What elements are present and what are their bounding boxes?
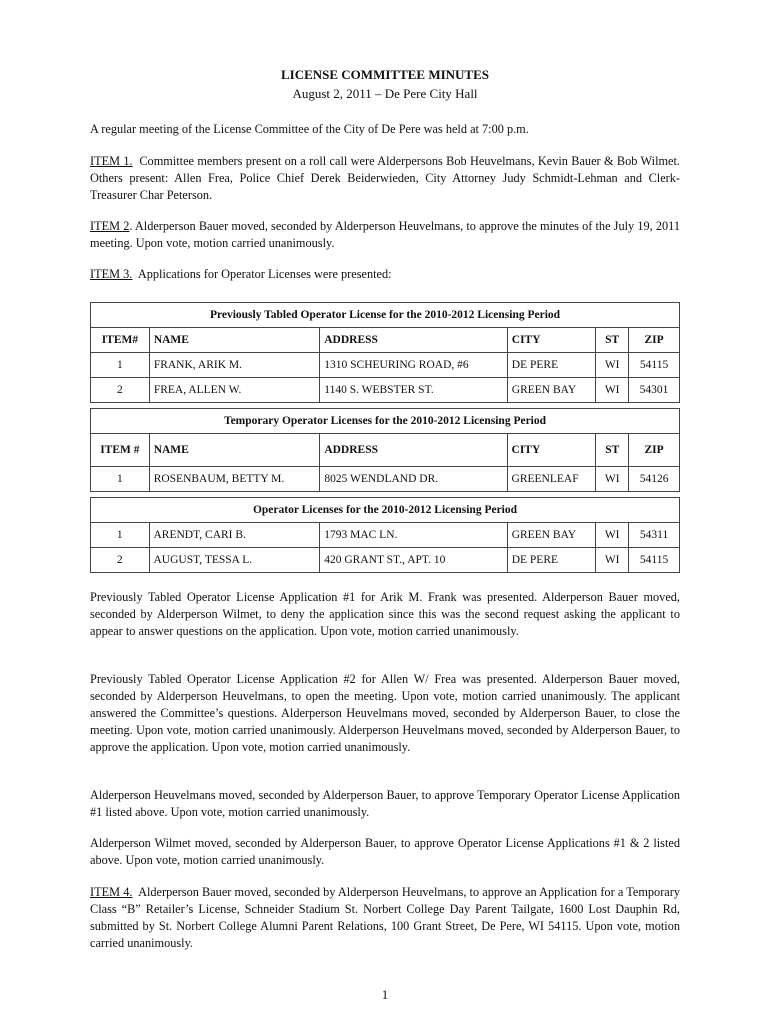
body-paragraph: Alderperson Heuvelmans moved, seconded by Alderperson Bauer, to approve Temporary Operator License Application #1 listed above. Upon vote, motion carried unanimously. (90, 788, 680, 819)
cell-zip: 54126 (629, 467, 680, 492)
item4-text: Alderperson Bauer moved, seconded by Alderperson Heuvelmans, to approve an Application for a Temporary Class “B” Retailer’s License, Schneider Stadium St. Norbert College Day Parent Tailgate, 1600 Lost Dauphin Rd, submitted by St. Norbert College Alumni Parent Relations, 100 Grant Street, De Pere, WI 54115. Upon vote, motion carried unanimously. (90, 885, 680, 950)
item1-paragraph (90, 153, 680, 204)
page-number: 1 (381, 987, 389, 1002)
cell-state: WI (596, 548, 629, 573)
table-caption: Previously Tabled Operator License for the 2010-2012 Licensing Period (91, 303, 680, 328)
cell-address: 420 GRANT ST., APT. 10 (320, 548, 507, 573)
cell-zip: 54301 (629, 378, 680, 403)
body-paragraph: Alderperson Wilmet moved, seconded by Alderperson Bauer, to approve Operator License Applications #1 & 2 listed above. Upon vote, motion carried unanimously. (90, 836, 680, 867)
header-address: ADDRESS (320, 434, 507, 467)
cell-item: 1 (91, 467, 150, 492)
item3-text: Applications for Operator Licenses were presented: (137, 267, 392, 281)
header-state: ST (596, 434, 629, 467)
cell-city: GREEN BAY (507, 523, 596, 548)
item3-label: ITEM 3. (90, 267, 133, 281)
header-city: CITY (507, 328, 595, 353)
table-row (91, 467, 680, 492)
table-header-row (91, 328, 680, 353)
cell-state: WI (596, 353, 629, 378)
cell-name: ROSENBAUM, BETTY M. (149, 467, 320, 492)
license-table-temporary (90, 408, 680, 492)
item4-paragraph (90, 884, 680, 952)
header-address: ADDRESS (320, 328, 508, 353)
document-title: LICENSE COMMITTEE MINUTES (280, 67, 490, 82)
cell-item: 1 (91, 353, 150, 378)
cell-address: 1310 SCHEURING ROAD, #6 (320, 353, 508, 378)
item4-label: ITEM 4. (90, 885, 133, 899)
header-city: CITY (507, 434, 596, 467)
header-item: ITEM# (91, 328, 150, 353)
cell-address: 1140 S. WEBSTER ST. (320, 378, 508, 403)
table-row (91, 548, 680, 573)
item1-label: ITEM 1. (90, 154, 133, 168)
cell-address: 1793 MAC LN. (320, 523, 507, 548)
cell-state: WI (596, 378, 629, 403)
header-name: NAME (149, 434, 320, 467)
cell-name: AUGUST, TESSA L. (149, 548, 320, 573)
cell-address: 8025 WENDLAND DR. (320, 467, 507, 492)
body-paragraph: Previously Tabled Operator License Application #2 for Allen W/ Frea was presented. Alderperson Bauer moved, seconded by Alderperson Heuvelmans, to open the meeting. Upon vote, motion carried unanimously. The applicant answered the Committee’s questions. Alderperson Heuvelmans moved, seconded by Alderperson Bauer, to close the meeting. Upon vote, motion carried unanimously. Alderperson Heuvelmans moved, seconded by Alderperson Bauer, to approve the application. Upon vote, motion carried unanimously. (90, 672, 680, 754)
item1-text: Committee members present on a roll call were Alderpersons Bob Heuvelmans, Kevin Bauer & Bob Wilmet. Others present: Allen Frea, Police Chief Derek Beiderwieden, City Attorney Judy Schmidt-Lehman and Clerk-Treasurer Char Peterson. (90, 154, 680, 202)
cell-item: 2 (91, 378, 150, 403)
cell-city: GREEN BAY (507, 378, 595, 403)
cell-state: WI (596, 467, 629, 492)
cell-zip: 54115 (629, 353, 680, 378)
header-state: ST (596, 328, 629, 353)
table-row (91, 378, 680, 403)
intro-paragraph: A regular meeting of the License Committee of the City of De Pere was held at 7:00 p.m. (90, 122, 529, 136)
table-row (91, 523, 680, 548)
license-table-operator (90, 497, 680, 573)
item2-label: ITEM 2 (90, 219, 130, 233)
table-caption-row (91, 409, 680, 434)
cell-item: 2 (91, 548, 150, 573)
cell-state: WI (596, 523, 629, 548)
table-caption-row (91, 498, 680, 523)
body-paragraph: Previously Tabled Operator License Application #1 for Arik M. Frank was presented. Alderperson Bauer moved, seconded by Alderperson Wilmet, to deny the application since this was the second request asking the applicant to appear to answer questions on the application. Upon vote, motion carried unanimously. (90, 590, 680, 638)
cell-name: ARENDT, CARI B. (149, 523, 320, 548)
cell-city: DE PERE (507, 548, 596, 573)
header-zip: ZIP (629, 328, 680, 353)
table-caption-row (91, 303, 680, 328)
header-zip: ZIP (629, 434, 680, 467)
table-header-row (91, 434, 680, 467)
item2-paragraph (90, 218, 680, 252)
header-item: ITEM # (91, 434, 150, 467)
cell-item: 1 (91, 523, 150, 548)
item3-paragraph (90, 266, 680, 283)
license-table-previously-tabled (90, 302, 680, 403)
cell-name: FREA, ALLEN W. (149, 378, 319, 403)
header-name: NAME (149, 328, 319, 353)
cell-name: FRANK, ARIK M. (149, 353, 319, 378)
table-caption: Operator Licenses for the 2010-2012 Licensing Period (91, 498, 680, 523)
table-row (91, 353, 680, 378)
item2-text: . Alderperson Bauer moved, seconded by Alderperson Heuvelmans, to approve the minutes of the July 19, 2011 meeting. Upon vote, motion carried unanimously. (90, 219, 680, 250)
cell-city: GREENLEAF (507, 467, 596, 492)
cell-zip: 54311 (629, 523, 680, 548)
document-subtitle: August 2, 2011 – De Pere City Hall (292, 86, 478, 101)
cell-zip: 54115 (629, 548, 680, 573)
cell-city: DE PERE (507, 353, 595, 378)
table-caption: Temporary Operator Licenses for the 2010-2012 Licensing Period (91, 409, 680, 434)
